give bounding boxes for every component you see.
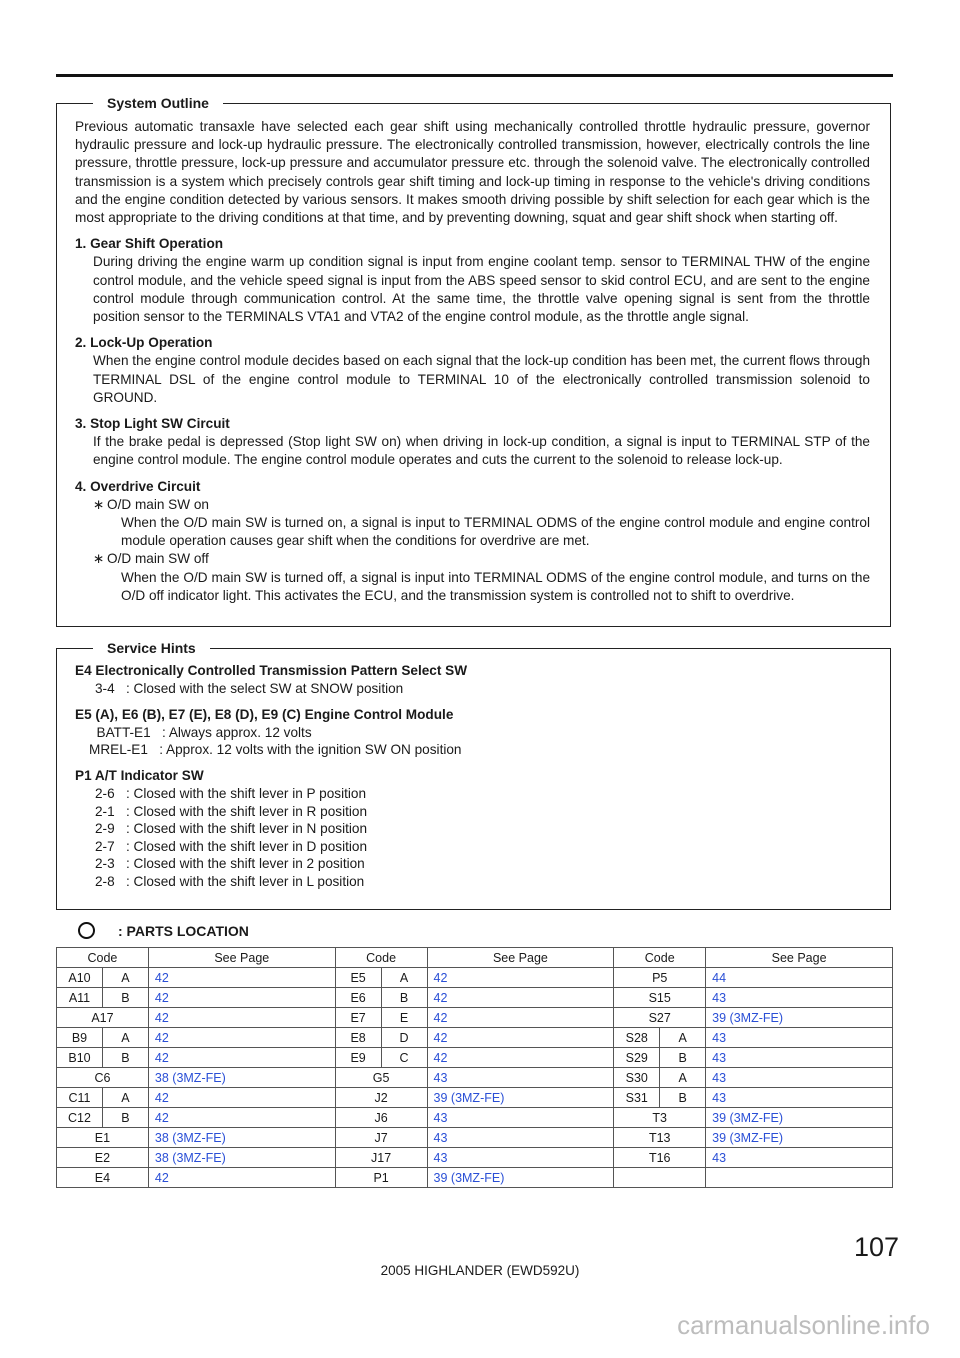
table-row — [57, 1108, 893, 1128]
connector-letter-cell: B — [102, 1108, 148, 1128]
table-row — [57, 1048, 893, 1068]
hint-group-p1 — [75, 767, 870, 890]
see-page-link[interactable]: 42 — [427, 968, 614, 988]
section-body: During driving the engine warm up condition signal is input from engine coolant temp. sensor to TERMINAL THW of the engine control module, and the vehicle speed signal is input from the ABS speed sensor to skid control ECU, and are sent to the engine control module through communication control. At the same time, the throttle valve opening signal is sent from the throttle position sensor to the TERMINALS VTA1 and VTA2 of the engine control module, as the throttle angle signal. — [93, 254, 870, 325]
overdrive-item-body: When the O/D main SW is turned on, a signal is input to TERMINAL ODMS of the engine control module and engine control module operation causes gear shift when the conditions for overdrive are met. — [121, 515, 870, 549]
section-heading: 4. Overdrive Circuit — [75, 478, 201, 494]
code-cell: B9 — [57, 1028, 103, 1048]
header-code: Code — [57, 948, 149, 968]
parts-location-title: : PARTS LOCATION — [118, 923, 249, 939]
see-page-link[interactable]: 38 (3MZ-FE) — [148, 1128, 335, 1148]
connector-letter-cell: B — [660, 1088, 706, 1108]
table-row — [57, 1028, 893, 1048]
code-cell: S28 — [614, 1028, 660, 1048]
see-page-link[interactable]: 39 (3MZ-FE) — [427, 1088, 614, 1108]
code-cell: S30 — [614, 1068, 660, 1088]
code-cell: E6 — [335, 988, 381, 1008]
code-cell: C12 — [57, 1108, 103, 1128]
see-page-link[interactable]: 39 (3MZ-FE) — [706, 1008, 893, 1028]
see-page-link[interactable]: 43 — [706, 1028, 893, 1048]
hint-group-e4 — [75, 662, 870, 698]
header-code: Code — [335, 948, 427, 968]
service-hints-title: Service Hints — [93, 639, 210, 657]
see-page-link[interactable]: 43 — [427, 1108, 614, 1128]
see-page-link[interactable]: 42 — [427, 1028, 614, 1048]
connector-letter-cell: C — [381, 1048, 427, 1068]
see-page-link[interactable]: 39 (3MZ-FE) — [427, 1168, 614, 1188]
code-cell: E8 — [335, 1028, 381, 1048]
hint-line: 2-1 : Closed with the shift lever in R position — [95, 803, 368, 819]
see-page-link[interactable]: 42 — [427, 1048, 614, 1068]
asterisk-bullet: ∗ — [93, 551, 105, 567]
see-page-link[interactable]: 39 (3MZ-FE) — [706, 1108, 893, 1128]
table-row — [57, 1068, 893, 1088]
section-heading: 3. Stop Light SW Circuit — [75, 416, 230, 432]
hint-group-ecm — [75, 706, 870, 759]
table-row — [57, 1168, 893, 1188]
code-cell: J17 — [335, 1148, 427, 1168]
code-cell: E4 — [57, 1168, 149, 1188]
code-cell: S15 — [614, 988, 706, 1008]
connector-letter-cell: E — [381, 1008, 427, 1028]
code-cell: T13 — [614, 1128, 706, 1148]
see-page-link[interactable]: 42 — [427, 988, 614, 1008]
header-see-page: See Page — [427, 948, 614, 968]
code-cell: E5 — [335, 968, 381, 988]
code-cell — [614, 1168, 706, 1188]
section-overdrive — [75, 478, 870, 605]
overdrive-item-off — [93, 550, 870, 605]
code-cell: J2 — [335, 1088, 427, 1108]
parts-location-table — [56, 947, 893, 1188]
see-page-link[interactable]: 43 — [706, 1148, 893, 1168]
top-rule — [56, 74, 893, 77]
hint-heading: P1 A/T Indicator SW — [75, 767, 204, 783]
connector-letter-cell: A — [102, 968, 148, 988]
code-cell: A11 — [57, 988, 103, 1008]
connector-letter-cell: A — [381, 968, 427, 988]
see-page-link[interactable]: 38 (3MZ-FE) — [148, 1068, 335, 1088]
hint-line: 2-9 : Closed with the shift lever in N position — [95, 821, 368, 837]
code-cell: S31 — [614, 1088, 660, 1108]
see-page-link — [706, 1168, 893, 1188]
code-cell: T3 — [614, 1108, 706, 1128]
hint-line: BATT-E1 : Always approx. 12 volts — [89, 724, 312, 740]
hint-line: MREL-E1 : Approx. 12 volts with the ignition SW ON position — [89, 742, 462, 758]
hint-heading: E5 (A), E6 (B), E7 (E), E8 (D), E9 (C) Engine Control Module — [75, 706, 454, 722]
circle-icon — [78, 922, 95, 939]
table-row — [57, 1008, 893, 1028]
see-page-link[interactable]: 43 — [427, 1148, 614, 1168]
see-page-link[interactable]: 38 (3MZ-FE) — [148, 1148, 335, 1168]
hint-line: 2-6 : Closed with the shift lever in P position — [95, 786, 367, 802]
see-page-link[interactable]: 43 — [706, 1088, 893, 1108]
connector-letter-cell: B — [381, 988, 427, 1008]
code-cell: A17 — [57, 1008, 149, 1028]
code-cell: C11 — [57, 1088, 103, 1108]
overdrive-item-on — [93, 496, 870, 551]
see-page-link[interactable]: 43 — [706, 1068, 893, 1088]
overdrive-item-body: When the O/D main SW is turned off, a signal is input into TERMINAL ODMS of the engine control module, and turns on the O/D off indicator light. This activates the ECU, and the transmission system is controlled not to shift to overdrive. — [121, 569, 870, 603]
connector-letter-cell: B — [102, 988, 148, 1008]
system-outline-content — [75, 118, 870, 605]
connector-letter-cell: A — [660, 1028, 706, 1048]
code-cell: P5 — [614, 968, 706, 988]
see-page-link[interactable]: 42 — [148, 1088, 335, 1108]
code-cell: A10 — [57, 968, 103, 988]
table-row — [57, 1148, 893, 1168]
hint-line: 3-4 : Closed with the select SW at SNOW position — [95, 681, 404, 697]
service-hints-content — [75, 662, 870, 898]
parts-table-body — [57, 968, 893, 1188]
hint-heading: E4 Electronically Controlled Transmission Pattern Select SW — [75, 663, 468, 678]
see-page-link[interactable]: 42 — [148, 1028, 335, 1048]
section-heading: 2. Lock-Up Operation — [75, 335, 213, 351]
see-page-link[interactable]: 42 — [148, 968, 335, 988]
see-page-link[interactable]: 42 — [148, 1108, 335, 1128]
code-cell: E7 — [335, 1008, 381, 1028]
code-cell: P1 — [335, 1168, 427, 1188]
see-page-link[interactable]: 42 — [427, 1008, 614, 1028]
code-cell: E2 — [57, 1148, 149, 1168]
parts-location-heading — [78, 922, 249, 939]
see-page-link[interactable]: 43 — [427, 1128, 614, 1148]
table-row — [57, 988, 893, 1008]
table-row — [57, 1088, 893, 1108]
connector-letter-cell: A — [102, 1028, 148, 1048]
section-body: If the brake pedal is depressed (Stop light SW on) when driving in lock-up condition, a signal is input to TERMINAL STP of the engine control module. The engine control module operates and cuts the current to the solenoid to release lock-up. — [93, 434, 870, 468]
table-row — [57, 968, 893, 988]
code-cell: S29 — [614, 1048, 660, 1068]
header-see-page: See Page — [148, 948, 335, 968]
footer-text: 2005 HIGHLANDER (EWD592U) — [380, 1263, 580, 1278]
see-page-link[interactable]: 43 — [706, 1048, 893, 1068]
code-cell: S27 — [614, 1008, 706, 1028]
code-cell: B10 — [57, 1048, 103, 1068]
connector-letter-cell: A — [102, 1088, 148, 1108]
hint-line: 2-7 : Closed with the shift lever in D position — [95, 838, 368, 854]
hint-line: 2-3 : Closed with the shift lever in 2 position — [95, 856, 365, 872]
watermark: carmanualsonline.info — [677, 1310, 930, 1340]
see-page-link[interactable]: 43 — [427, 1068, 614, 1088]
system-outline-box — [56, 95, 891, 627]
connector-letter-cell: A — [660, 1068, 706, 1088]
page-number: 107 — [854, 1232, 900, 1262]
section-lock-up — [75, 334, 870, 407]
code-cell: J7 — [335, 1128, 427, 1148]
code-cell: G5 — [335, 1068, 427, 1088]
header-see-page: See Page — [706, 948, 893, 968]
overdrive-item-label: O/D main SW off — [107, 551, 209, 567]
connector-letter-cell: D — [381, 1028, 427, 1048]
section-body: When the engine control module decides based on each signal that the lock-up condition has been met, the current flows through TERMINAL DSL of the engine control module to TERMINAL 10 of the electronically controlled transmission solenoid to GROUND. — [93, 353, 870, 405]
connector-letter-cell: B — [660, 1048, 706, 1068]
table-row — [57, 1128, 893, 1148]
see-page-link[interactable]: 42 — [148, 1048, 335, 1068]
overdrive-item-label: O/D main SW on — [107, 496, 209, 512]
table-header-row — [57, 948, 893, 968]
service-hints-box — [56, 640, 891, 910]
see-page-link[interactable]: 42 — [148, 1008, 335, 1028]
code-cell: C6 — [57, 1068, 149, 1088]
see-page-link[interactable]: 44 — [706, 968, 893, 988]
see-page-link[interactable]: 43 — [706, 988, 893, 1008]
see-page-link[interactable]: 42 — [148, 1168, 335, 1188]
section-gear-shift — [75, 235, 870, 326]
section-heading: 1. Gear Shift Operation — [75, 236, 224, 252]
code-cell: E9 — [335, 1048, 381, 1068]
connector-letter-cell: B — [102, 1048, 148, 1068]
code-cell: T16 — [614, 1148, 706, 1168]
see-page-link[interactable]: 39 (3MZ-FE) — [706, 1128, 893, 1148]
see-page-link[interactable]: 42 — [148, 988, 335, 1008]
header-code: Code — [614, 948, 706, 968]
code-cell: J6 — [335, 1108, 427, 1128]
asterisk-bullet: ∗ — [93, 496, 105, 512]
outline-intro: Previous automatic transaxle have selected each gear shift using mechanically controlled throttle hydraulic pressure, governor hydraulic pressure and lock-up hydraulic pressure. The electronically controlled transmission, however, electrically controls the line pressure, throttle pressure, lock-up pressure and accumulator pressure etc. through the solenoid valve. The electronically controlled transmission is a system which precisely controls gear shift timing and lock-up timing in response to the vehicle's driving conditions and the engine condition detected by various sensors. It makes smooth driving possible by shift selection for each gear which is the most appropriate to the driving conditions at that time, and by preventing downing, squat and gear shift shock when starting off. — [75, 119, 870, 226]
system-outline-title: System Outline — [93, 94, 223, 112]
code-cell: E1 — [57, 1128, 149, 1148]
section-stop-light — [75, 415, 870, 470]
hint-line: 2-8 : Closed with the shift lever in L position — [95, 873, 365, 889]
